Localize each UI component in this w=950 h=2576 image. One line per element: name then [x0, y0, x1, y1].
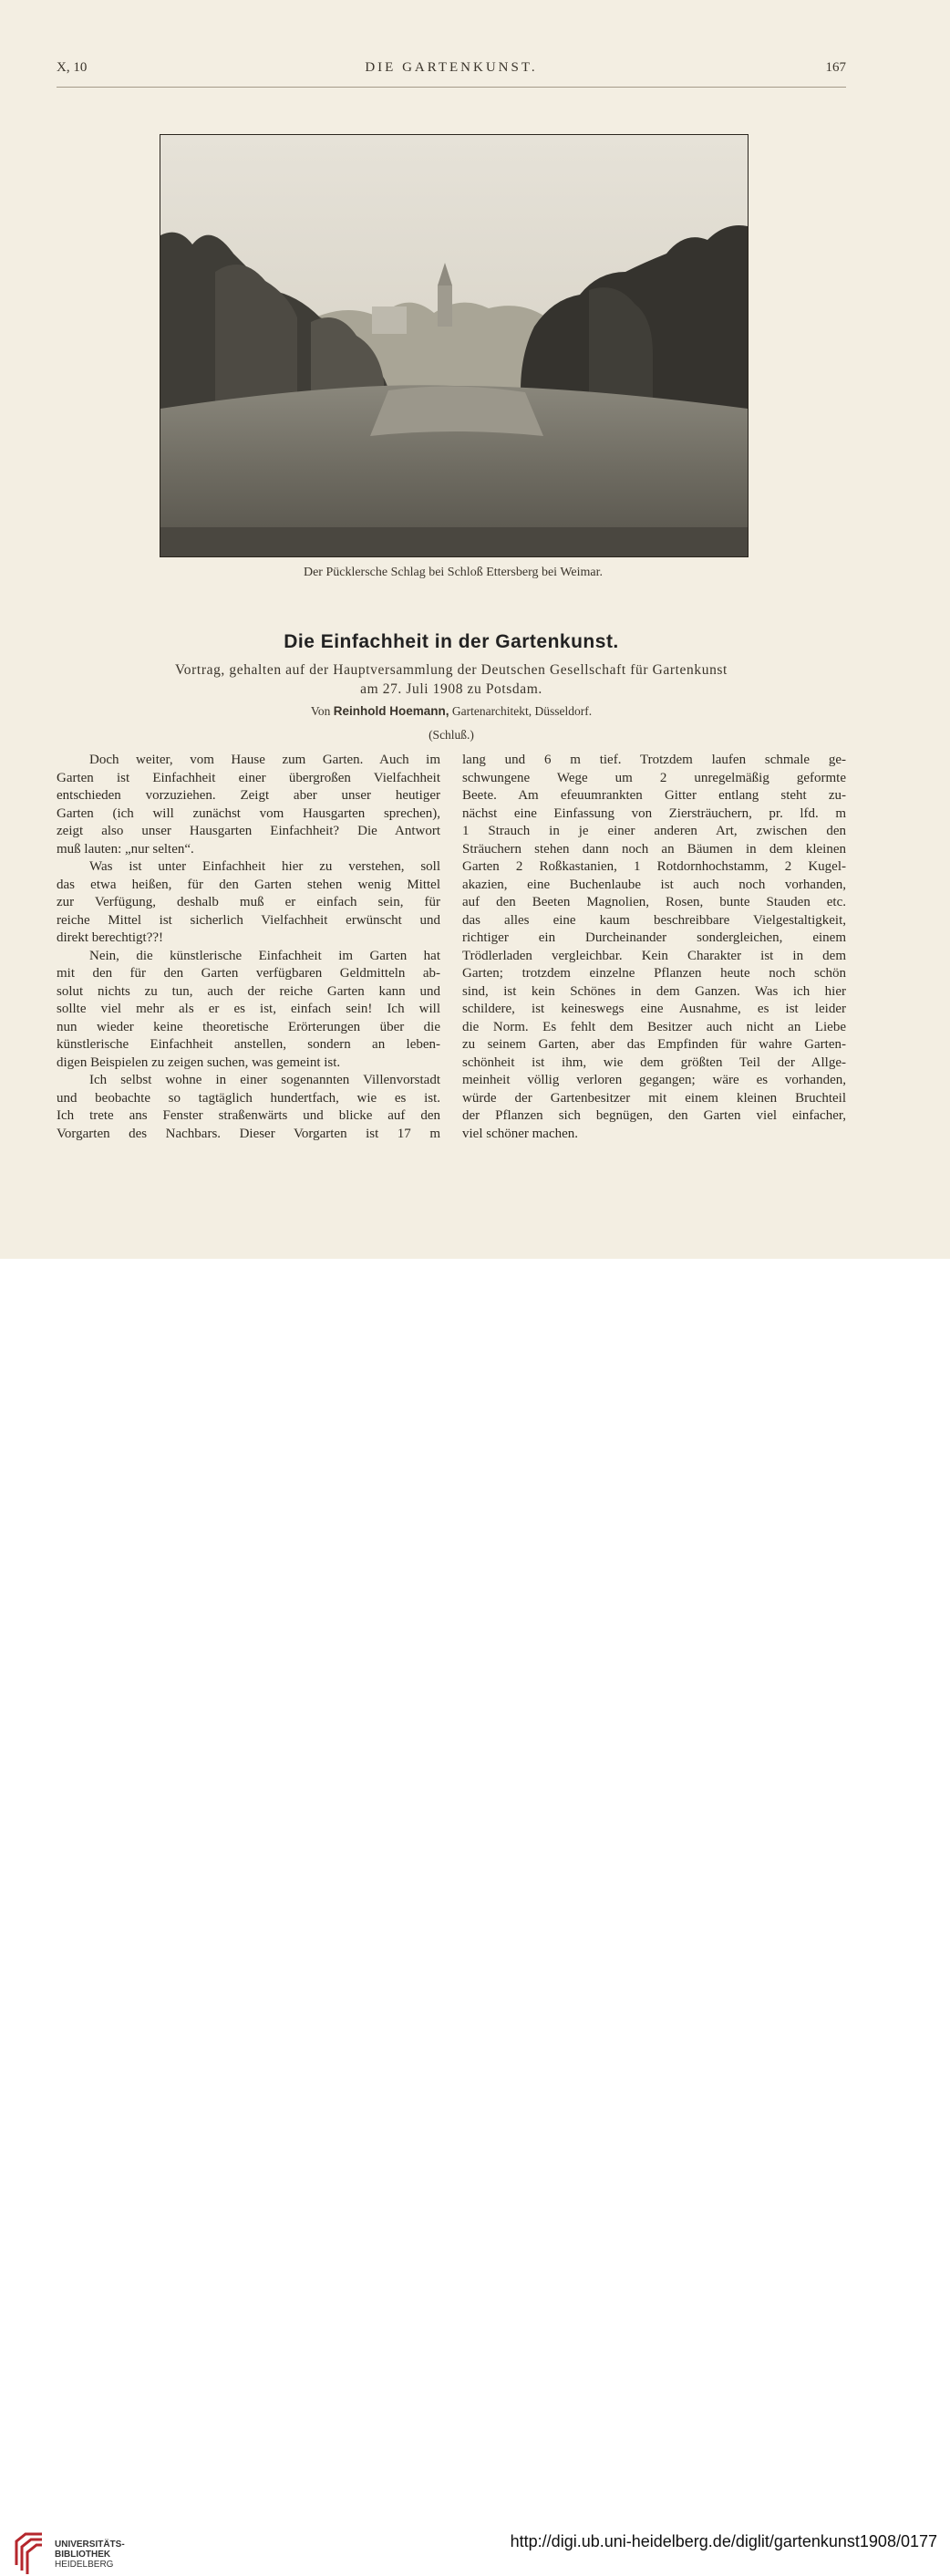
volume-issue: X, 10 — [57, 60, 88, 75]
text-line: Vorgarten des Nachbars. Dieser Vorgarten ist 17 m — [57, 1126, 440, 1141]
text-line: nun wieder keine theoretische Erörterungen über die — [57, 1019, 440, 1034]
text-line: und beobachte so tagtäglich hundertfach, wie es ist. — [57, 1090, 440, 1106]
text-line: Ich selbst wohne in einer sogenannten Villenvorstadt — [89, 1073, 440, 1087]
text-line: Nein, die künstlerische Einfachheit im Garten hat — [89, 948, 440, 963]
text-line: zur Verfügung, deshalb muß er einfach sein, für — [57, 895, 440, 909]
library-name-line: BIBLIOTHEK — [55, 2550, 111, 2560]
text-line: Sträuchern stehen dann noch an Bäumen in dem kleinen — [462, 841, 846, 857]
byline-prefix: Von — [310, 704, 331, 718]
byline — [57, 704, 846, 719]
text-line: reiche Mittel ist sicherlich Vielfachheit erwünscht und — [57, 912, 440, 928]
text-line: meinheit völlig verloren gegangen; wäre es vorhanden, — [462, 1073, 846, 1087]
text-line: Garten ist Einfachheit einer übergroßen Vielfachheit — [57, 770, 440, 785]
source-url-link[interactable]: http://digi.ub.uni-heidelberg.de/diglit/gartenkunst1908/0177 — [510, 2532, 937, 2550]
text-line: die Norm. Es fehlt dem Besitzer auch nicht an Liebe — [462, 1019, 846, 1034]
text-line: das alles eine kaum beschreibbare Vielgestaltigkeit, — [462, 912, 846, 928]
text-line: schönheit ist ihm, wie dem größten Teil der Allge- — [462, 1054, 846, 1070]
text-line: Ich trete ans Fenster straßenwärts und blicke auf den — [57, 1108, 440, 1123]
text-line: akazien, eine Buchenlaube ist auch noch vorhanden, — [462, 877, 846, 892]
text-line: Trödlerladen vergleichbar. Kein Charakter ist in dem — [462, 948, 846, 963]
park-photo-illustration — [160, 135, 748, 556]
text-line: schildere, ist keineswegs eine Ausnahme, es ist leider — [462, 1002, 846, 1016]
text-line: zeigt also unser Hausgarten Einfachheit? Die Antwort — [57, 824, 440, 838]
text-line: sollte viel mehr als er es ist, einfach sein! Ich will — [57, 1002, 440, 1016]
text-line: zu seinem Garten, aber das Empfinden für wahre Garten- — [462, 1037, 846, 1052]
continuation-note: (Schluß.) — [429, 728, 474, 742]
text-line: solut nichts zu tun, auch der reiche Garten kann und — [57, 983, 440, 999]
author-name: Reinhold Hoemann, — [333, 704, 449, 718]
text-line: Garten; trotzdem einzelne Pflanzen heute noch schön — [462, 966, 846, 981]
text-line: Garten (ich will zunächst vom Hausgarten sprechen), — [57, 805, 440, 821]
text-line: nächst eine Einfassung von Ziersträuchern, pr. lfd. m — [462, 805, 846, 821]
text-line: der Pflanzen sich begnügen, den Garten viel einfacher, — [462, 1108, 846, 1123]
library-logo-icon — [11, 2529, 47, 2576]
article-title: Die Einfachheit in der Gartenkunst. — [284, 631, 619, 652]
text-line: künstlerische Einfachheit anstellen, sondern an leben- — [57, 1037, 440, 1052]
library-name — [55, 2540, 125, 2570]
text-line: richtiger ein Durcheinander sondergleichen, einem — [462, 930, 846, 945]
author-role: Gartenarchitekt, Düsseldorf. — [451, 704, 593, 718]
text-line: direkt berechtigt??! — [57, 930, 164, 945]
text-line: muß lauten: „nur selten“. — [57, 841, 194, 857]
library-name-line: HEIDELBERG — [55, 2560, 114, 2570]
text-column-right — [462, 752, 846, 1143]
library-name-line: UNIVERSITÄTS- — [55, 2540, 125, 2550]
text-line: Was ist unter Einfachheit hier zu verstehen, soll — [89, 859, 440, 874]
digitization-footer — [0, 1259, 950, 2570]
text-line: Doch weiter, vom Hause zum Garten. Auch im — [89, 753, 440, 767]
text-line: 1 Strauch in je einer anderen Art, zwischen den — [462, 824, 846, 838]
header-rule — [57, 87, 846, 88]
journal-title: DIE GARTENKUNST. — [365, 60, 538, 75]
text-line: entschieden vorzuziehen. Zeigt aber unser heutiger — [57, 788, 440, 803]
text-line: lang und 6 m tief. Trotzdem laufen schmale ge- — [462, 753, 846, 767]
text-line: Garten 2 Roßkastanien, 1 Rotdornhochstamm, 2 Kugel- — [462, 859, 846, 874]
text-line: digen Beispielen zu zeigen suchen, was gemeint ist. — [57, 1054, 341, 1070]
text-line: würde der Gartenbesitzer mit einem kleinen Bruchteil — [462, 1090, 846, 1106]
text-line: schwungene Wege um 2 unregelmäßig geformte — [462, 770, 846, 785]
article-subtitle-line-2: am 27. Juli 1908 zu Potsdam. — [360, 681, 542, 697]
park-photograph — [160, 134, 749, 557]
text-line: auf den Beeten Magnolien, Rosen, bunte Stauden etc. — [462, 895, 846, 909]
running-header — [57, 60, 846, 82]
text-line: das etwa heißen, für den Garten stehen wenig Mittel — [57, 877, 440, 892]
text-line: mit den für den Garten verfügbaren Geldmitteln ab- — [57, 966, 440, 981]
scanned-page — [0, 0, 950, 1259]
text-line: sind, ist kein Schönes in dem Ganzen. Was ich hier — [462, 983, 846, 999]
page-number: 167 — [825, 60, 846, 75]
text-line: viel schöner machen. — [462, 1126, 579, 1141]
article-subtitle-line-1: Vortrag, gehalten auf der Hauptversammlung der Deutschen Gesellschaft für Gartenkunst — [175, 662, 728, 678]
text-column-left — [57, 752, 440, 1143]
figure-caption: Der Pücklersche Schlag bei Schloß Ettersberg bei Weimar. — [303, 566, 604, 579]
text-line: Beete. Am efeuumrankten Gitter entlang steht zu- — [462, 788, 846, 803]
